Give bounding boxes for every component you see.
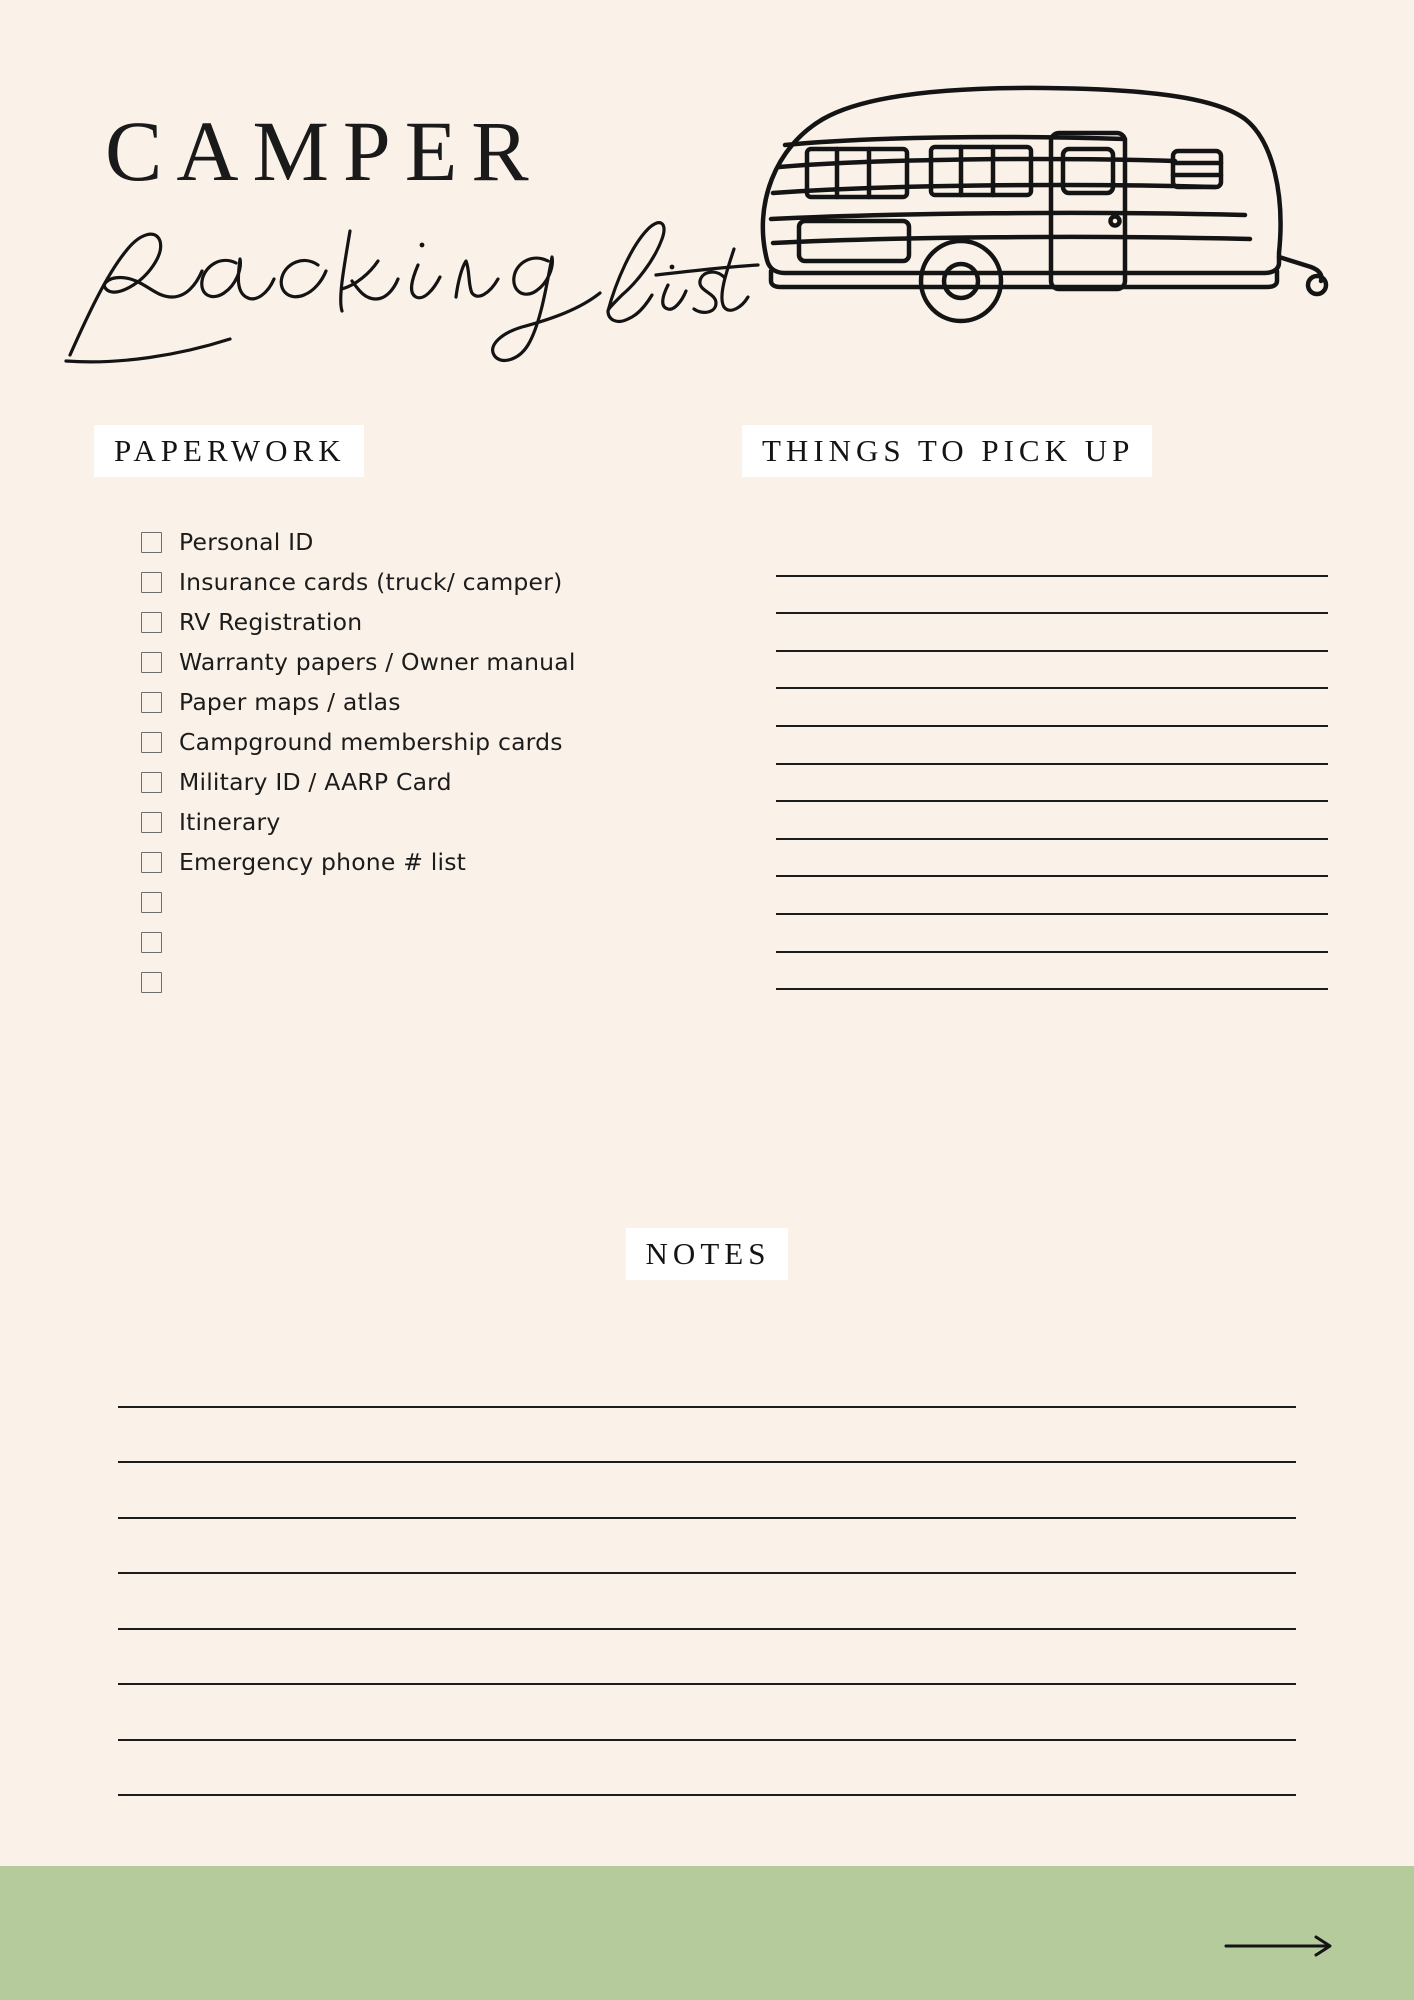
checkbox-icon[interactable]: [141, 772, 162, 793]
list-item[interactable]: [141, 562, 714, 602]
notes-write-in-lines: [118, 1352, 1296, 1796]
write-in-line[interactable]: [776, 727, 1328, 765]
list-item-label: Itinerary: [179, 808, 281, 837]
write-in-line[interactable]: [118, 1519, 1296, 1575]
paperwork-checklist: [141, 522, 714, 1002]
list-item[interactable]: [141, 522, 714, 562]
checkbox-icon[interactable]: [141, 532, 162, 553]
list-item[interactable]: [141, 642, 714, 682]
checkbox-icon[interactable]: [141, 572, 162, 593]
write-in-line[interactable]: [776, 840, 1328, 878]
write-in-line[interactable]: [776, 765, 1328, 803]
camper-trailer-illustration: [745, 85, 1345, 335]
write-in-line[interactable]: [118, 1408, 1296, 1464]
write-in-line[interactable]: [118, 1463, 1296, 1519]
paperwork-heading: PAPERWORK: [94, 425, 364, 477]
checkbox-icon[interactable]: [141, 732, 162, 753]
list-item-label: Personal ID: [179, 528, 314, 557]
write-in-line[interactable]: [776, 915, 1328, 953]
write-in-line[interactable]: [776, 689, 1328, 727]
list-item[interactable]: [141, 602, 714, 642]
list-item-label: Campground membership cards: [179, 728, 563, 757]
checkbox-icon[interactable]: [141, 612, 162, 633]
checkbox-icon[interactable]: [141, 692, 162, 713]
section-paperwork: [94, 425, 714, 1002]
list-item[interactable]: [141, 762, 714, 802]
section-things-to-pick-up: [740, 425, 1360, 990]
list-item-label: RV Registration: [179, 608, 363, 637]
checkbox-icon[interactable]: [141, 892, 162, 913]
section-notes: [0, 1228, 1414, 1796]
write-in-line[interactable]: [776, 802, 1328, 840]
list-item[interactable]: [141, 802, 714, 842]
pickup-write-in-lines: [776, 539, 1360, 990]
list-item[interactable]: [141, 682, 714, 722]
write-in-line[interactable]: [118, 1685, 1296, 1741]
write-in-line[interactable]: [776, 877, 1328, 915]
write-in-line[interactable]: [776, 577, 1328, 615]
checkbox-icon[interactable]: [141, 932, 162, 953]
checkbox-icon[interactable]: [141, 852, 162, 873]
list-item-label: Emergency phone # list: [179, 848, 467, 877]
footer-band: [0, 1866, 1414, 2000]
write-in-line[interactable]: [118, 1630, 1296, 1686]
write-in-line[interactable]: [118, 1574, 1296, 1630]
list-item[interactable]: [141, 722, 714, 762]
list-item[interactable]: [141, 882, 714, 922]
checkbox-icon[interactable]: [141, 652, 162, 673]
write-in-line[interactable]: [118, 1352, 1296, 1408]
list-item[interactable]: [141, 922, 714, 962]
page-header: [0, 0, 1414, 420]
page-subtitle-script: [60, 215, 760, 375]
page-title: CAMPER: [105, 103, 543, 199]
list-item[interactable]: [141, 842, 714, 882]
list-item-label: Warranty papers / Owner manual: [179, 648, 576, 677]
list-item-label: Military ID / AARP Card: [179, 768, 452, 797]
checkbox-icon[interactable]: [141, 972, 162, 993]
write-in-line[interactable]: [776, 539, 1328, 577]
write-in-line[interactable]: [776, 953, 1328, 991]
checkbox-icon[interactable]: [141, 812, 162, 833]
pickup-heading: THINGS TO PICK UP: [742, 425, 1152, 477]
list-item[interactable]: [141, 962, 714, 1002]
list-item-label: Paper maps / atlas: [179, 688, 401, 717]
write-in-line[interactable]: [776, 614, 1328, 652]
arrow-right-icon[interactable]: [1224, 1934, 1334, 1958]
notes-heading: NOTES: [626, 1228, 789, 1280]
list-item-label: Insurance cards (truck/ camper): [179, 568, 563, 597]
write-in-line[interactable]: [118, 1741, 1296, 1797]
write-in-line[interactable]: [776, 652, 1328, 690]
